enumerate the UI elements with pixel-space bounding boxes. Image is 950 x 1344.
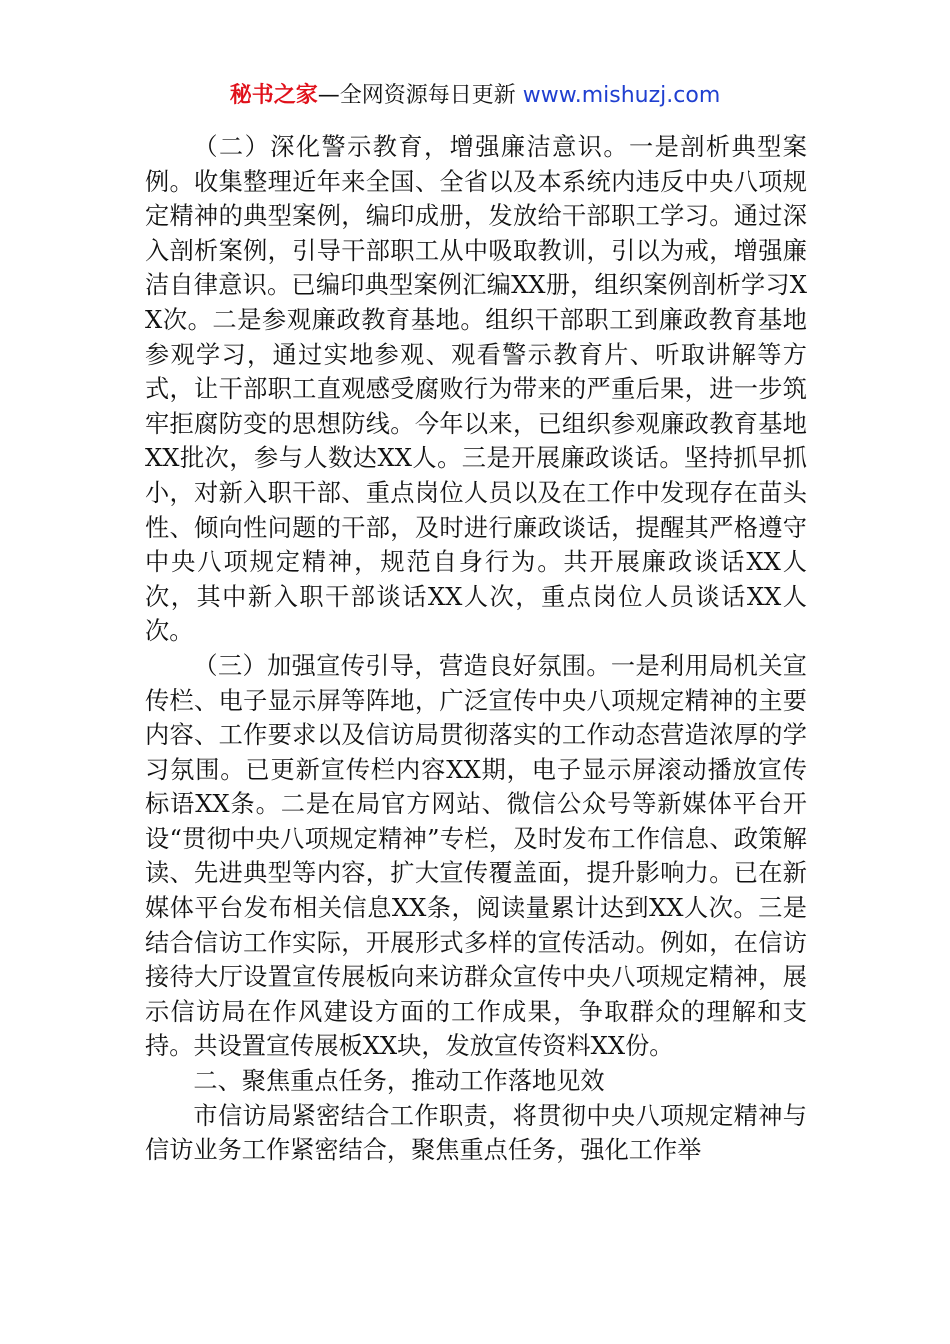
header-tagline: —全网资源每日更新	[317, 83, 516, 108]
paragraph-warning-education: （二）深化警示教育，增强廉洁意识。一是剖析典型案例。收集整理近年来全国、全省以及本系统内违反中央八项规定精神的典型案例，编印成册，发放给干部职工学习。通过深入剖析案例，引导干部职工从中吸取教训，引以为戒，增强廉洁自律意识。已编印典型案例汇编XX册，组织案例剖析学习XX次。二是参观廉政教育基地。组织干部职工到廉政教育基地参观学习，通过实地参观、观看警示教育片、听取讲解等方式，让干部职工直观感受腐败行为带来的严重后果，进一步筑牢拒腐防变的思想防线。今年以来，已组织参观廉政教育基地XX批次，参与人数达XX人。三是开展廉政谈话。坚持抓早抓小，对新入职干部、重点岗位人员以及在工作中发现存在苗头性、倾向性问题的干部，及时进行廉政谈话，提醒其严格遵守中央八项规定精神，规范自身行为。共开展廉政谈话XX人次，其中新入职干部谈话XX人次，重点岗位人员谈话XX人次。	[145, 133, 807, 646]
paragraph-key-tasks: 市信访局紧密结合工作职责，将贯彻中央八项规定精神与信访业务工作紧密结合，聚焦重点任务，强化工作举	[145, 1101, 807, 1165]
paragraph-publicity-guidance: （三）加强宣传引导，营造良好氛围。一是利用局机关宣传栏、电子显示屏等阵地，广泛宣传中央八项规定精神的主要内容、工作要求以及信访局贯彻落实的工作动态营造浓厚的学习氛围。已更新宣传栏内容XX期，电子显示屏滚动播放宣传标语XX条。二是在局官方网站、微信公众号等新媒体平台开设“贯彻中央八项规定精神”专栏，及时发布工作信息、政策解读、先进典型等内容，扩大宣传覆盖面，提升影响力。已在新媒体平台发布相关信息XX条，阅读量累计达到XX人次。三是结合信访工作实际，开展形式多样的宣传活动。例如，在信访接待大厅设置宣传展板向来访群众宣传中央八项规定精神，展示信访局在作风建设方面的工作成果，争取群众的理解和支持。共设置宣传展板XX块，发放宣传资料XX份。	[145, 651, 807, 1061]
site-url[interactable]: www.mishuzj.com	[515, 83, 721, 108]
site-header	[0, 80, 950, 112]
brand-name: 秘书之家	[229, 83, 318, 108]
document-body	[145, 130, 807, 1168]
section-heading: 二、聚焦重点任务，推动工作落地见效	[193, 1067, 605, 1096]
